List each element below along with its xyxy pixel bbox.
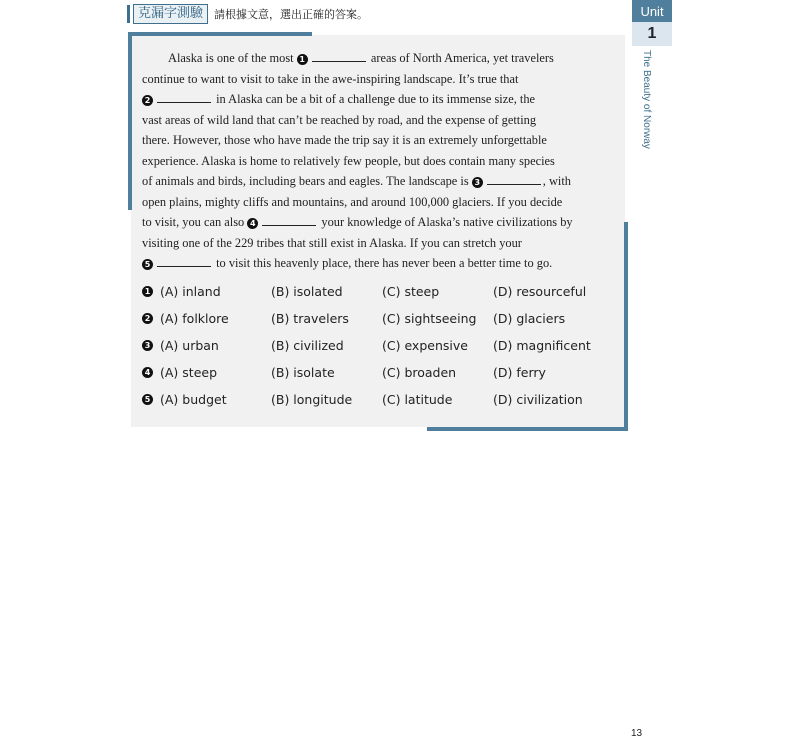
question-row (142, 392, 612, 419)
passage-text: of animals and birds, including bears and eagles. The landscape is (142, 174, 472, 188)
passage-line (142, 253, 612, 274)
choice-option-b: (B) longitude (271, 392, 353, 407)
answer-choices (142, 284, 612, 419)
choice-option-a: (A) urban (160, 338, 219, 353)
passage-text: to visit, you can also (142, 215, 248, 229)
card-corner-bottom-right-horizontal (427, 427, 628, 431)
question-number-marker: 5 (142, 394, 153, 405)
choice-option-b: (B) isolated (271, 284, 343, 299)
card-corner-bottom-right (624, 222, 628, 431)
question-number-marker: 2 (142, 313, 153, 324)
passage-text: , with (542, 174, 571, 188)
choice-option-d: (D) civilization (493, 392, 583, 407)
passage-text: continue to want to visit to take in the awe-inspiring landscape. It’s true that (142, 71, 519, 86)
section-header (127, 4, 368, 24)
question-row (142, 284, 612, 311)
choice-option-b: (B) isolate (271, 365, 335, 380)
blank-number-marker: 1 (297, 54, 308, 65)
passage-text: to visit this heavenly place, there has never been a better time to go. (213, 256, 553, 270)
section-accent-bar (127, 5, 130, 23)
passage-text: open plains, mighty cliffs and mountains, and around 100,000 glaciers. If you decide (142, 194, 563, 209)
section-instruction: 請根據文意，選出正確的答案。 (214, 8, 369, 21)
blank-number-marker: 4 (247, 218, 258, 229)
passage-text: your knowledge of Alaska’s native civilizations by (318, 215, 573, 229)
unit-label: Unit (632, 0, 672, 22)
question-number-marker: 3 (142, 340, 153, 351)
question-number-marker: 1 (142, 286, 153, 297)
answer-blank (262, 215, 316, 226)
unit-side-title: The Beauty of Norway (641, 50, 652, 149)
blank-number-marker: 3 (472, 177, 483, 188)
passage-text: Alaska is one of the most (168, 51, 297, 65)
choice-option-c: (C) sightseeing (382, 311, 477, 326)
choice-option-d: (D) magnificent (493, 338, 591, 353)
answer-blank (487, 174, 541, 185)
passage-line (142, 151, 612, 172)
unit-number: 1 (632, 22, 672, 46)
passage-line (142, 69, 612, 90)
card-corner-top-left-horizontal (128, 32, 312, 36)
passage-text: in Alaska can be a bit of a challenge due to its immense size, the (213, 92, 536, 106)
answer-blank (157, 256, 211, 267)
card-corner-top-left (128, 32, 132, 210)
choice-option-c: (C) latitude (382, 392, 453, 407)
section-tag: 克漏字測驗 (133, 4, 208, 24)
question-number-marker: 4 (142, 367, 153, 378)
passage-text: areas of North America, yet travelers (367, 51, 554, 65)
choice-option-c: (C) steep (382, 284, 440, 299)
passage-line (142, 89, 612, 110)
choice-option-d: (D) ferry (493, 365, 546, 380)
choice-option-a: (A) steep (160, 365, 218, 380)
answer-blank (312, 51, 366, 62)
passage-line (142, 48, 612, 69)
choice-option-c: (C) broaden (382, 365, 457, 380)
passage-text: vast areas of wild land that can’t be reached by road, and the expense of getting (142, 112, 537, 127)
choice-option-a: (A) folklore (160, 311, 229, 326)
passage-line (142, 110, 612, 131)
choice-option-b: (B) civilized (271, 338, 344, 353)
passage-line (142, 192, 612, 213)
choice-option-c: (C) expensive (382, 338, 468, 353)
page-number: 13 (631, 728, 643, 739)
question-row (142, 338, 612, 365)
cloze-passage (142, 48, 612, 274)
choice-option-d: (D) glaciers (493, 311, 566, 326)
choice-option-a: (A) budget (160, 392, 227, 407)
passage-line (142, 212, 612, 233)
passage-line (142, 171, 612, 192)
passage-text: experience. Alaska is home to relatively few people, but does contain many species (142, 153, 555, 168)
passage-line (142, 130, 612, 151)
choice-option-a: (A) inland (160, 284, 221, 299)
passage-text: there. However, those who have made the trip say it is an extremely unforgettable (142, 133, 547, 147)
question-row (142, 311, 612, 338)
blank-number-marker: 2 (142, 95, 153, 106)
question-row (142, 365, 612, 392)
passage-line (142, 233, 612, 254)
choice-option-d: (D) resourceful (493, 284, 587, 299)
blank-number-marker: 5 (142, 259, 153, 270)
choice-option-b: (B) travelers (271, 311, 349, 326)
answer-blank (157, 92, 211, 103)
passage-text: visiting one of the 229 tribes that still exist in Alaska. If you can stretch your (142, 235, 522, 250)
